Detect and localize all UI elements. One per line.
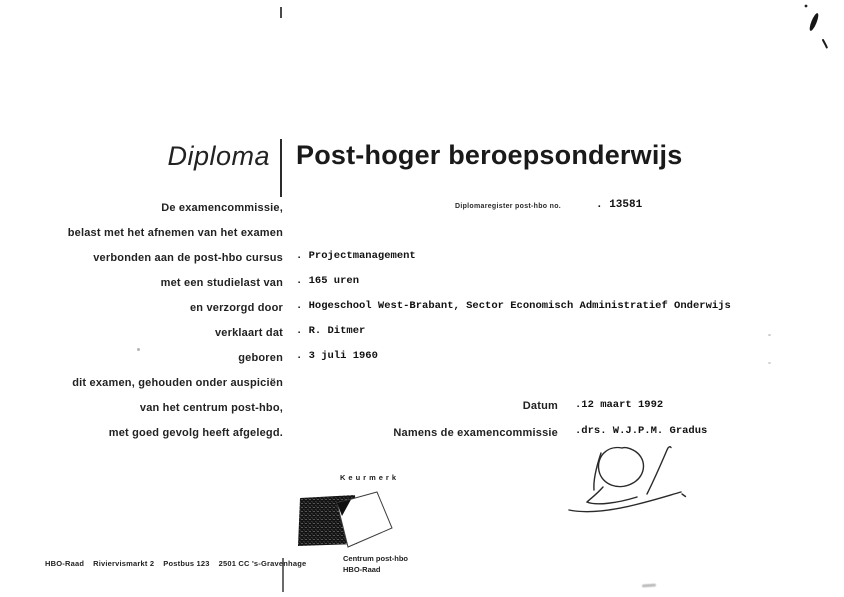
field-naam-value: . R. Ditmer	[296, 325, 366, 337]
scan-registration-mark-top	[280, 7, 282, 18]
footer-org-name: HBO-Raad	[45, 559, 85, 568]
footer-address	[45, 559, 306, 568]
keurmerk-centrum-text: Centrum post-hbo	[343, 554, 408, 563]
label-centrum-post-hbo: van het centrum post-hbo,	[139, 401, 283, 414]
keurmerk-logo-icon	[297, 486, 397, 550]
label-verzorgd-door: en verzorgd door	[189, 301, 283, 314]
label-belast-met: belast met het afnemen van het examen	[67, 226, 283, 239]
ink-blot-icon	[800, 2, 834, 54]
label-studielast: met een studielast van	[160, 276, 283, 289]
label-verbonden-cursus: verbonden aan de post-hbo cursus	[93, 251, 283, 264]
document-type-label: Diploma	[167, 141, 270, 171]
label-examencommissie: De examencommissie,	[161, 201, 283, 214]
label-geboren: geboren	[238, 351, 283, 364]
scan-smudge	[642, 584, 656, 588]
register-number-value: . 13581	[596, 199, 643, 211]
footer-postbus: Postbus 123	[163, 559, 210, 568]
label-goed-gevolg: met goed gevolg heeft afgelegd.	[108, 426, 283, 439]
keurmerk-raad-text: HBO-Raad	[343, 565, 381, 574]
signature-icon	[563, 437, 713, 527]
scan-speck	[768, 362, 771, 364]
preprinted-labels-column	[0, 195, 283, 445]
label-datum: Datum	[522, 400, 558, 412]
register-number-label: Diplomaregister post-hbo no.	[455, 203, 562, 210]
title-divider	[280, 139, 282, 197]
field-studielast-value: . 165 uren	[296, 275, 360, 287]
field-verzorgd-door-value: . Hogeschool West-Brabant, Sector Economisch Administratief Onderwijs	[296, 300, 731, 312]
label-verklaart-dat: verklaart dat	[214, 326, 283, 339]
footer-city: 2501 CC 's-Gravenhage	[218, 559, 307, 568]
label-namens-examencommissie: Namens de examencommissie	[393, 427, 558, 439]
field-cursus-value: . Projectmanagement	[296, 250, 416, 262]
scan-speck	[768, 334, 771, 336]
keurmerk-label: Keurmerk	[340, 473, 400, 482]
page-title: Post-hoger beroepsonderwijs	[296, 140, 683, 170]
footer-street: Riviervismarkt 2	[93, 559, 155, 568]
label-dit-examen: dit examen, gehouden onder auspiciën	[72, 376, 283, 389]
field-datum-value: .12 maart 1992	[575, 399, 664, 411]
field-ondertekenaar-value: .drs. W.J.P.M. Gradus	[575, 425, 708, 437]
field-geboortedatum-value: . 3 juli 1960	[296, 350, 378, 362]
